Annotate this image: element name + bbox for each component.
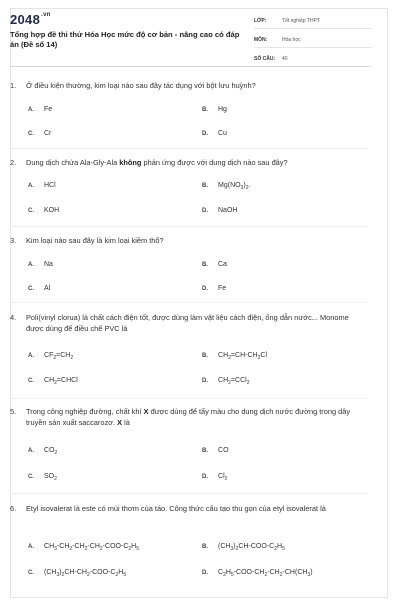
option-d[interactable]: D. $Cl_2$ [202,473,228,482]
option-b[interactable]: B. $(CH_3)_2CH-COO-C_2H_5$ [202,543,285,552]
question-number: 5. [10,407,17,416]
formula: $(CH_3)_2CH-COO-C_2H_5$ [218,543,285,552]
question-text: Kim loại nào sau đây là kim loại kiềm thổ? [26,236,164,245]
question-separator [10,398,368,399]
option-a[interactable]: A. $CF_2=CH_2$ [28,352,74,361]
option-c[interactable]: C. Cr [28,130,52,137]
question-6 [10,503,360,514]
option-a[interactable]: A. $CO_2$ [28,447,58,456]
question-number: 4. [10,313,17,322]
formula: CO [218,447,229,454]
option-d[interactable]: D. $CH_2=CCl_2$ [202,377,250,386]
option-b[interactable]: B. Ca [202,261,227,268]
option-c[interactable]: C. Al [28,285,51,292]
option-c[interactable]: C. $CH_2=CHCl$ [28,377,78,386]
option-a[interactable]: A. Na [28,261,53,268]
question-text: Trong công nghiệp đường, chất khí X được dùng để tẩy màu cho dung dịch nước đường trong dây truyền sản xuất saccarozơ. X là [26,407,351,427]
formula: $CO_2$ [44,447,58,456]
question-number: 6. [10,504,17,513]
question-1 [10,80,360,91]
question-separator [10,493,368,494]
formula: $CH_2=CCl_2$ [218,377,250,386]
option-c[interactable]: C. KOH [28,207,60,214]
question-number: 3. [10,236,17,245]
meta-row-subject: MÔN: Hóa học [254,33,372,48]
option-a[interactable]: A. Fe [28,106,53,113]
formula: $(CH_3)_2CH-CH_2-COO-C_2H_5$ [44,569,127,578]
option-b[interactable]: B. CO [202,447,229,454]
question-5 [10,406,360,428]
option-d[interactable]: D. NaOH [202,207,238,214]
question-2 [10,157,360,168]
question-separator [10,302,368,303]
meta-row-class: LỚP: Tốt nghiệp THPT [254,14,372,29]
formula: $SO_2$ [44,473,57,482]
formula: $C_2H_5-COO-CH_2-CH_2-CH(CH_3)$ [218,569,313,578]
question-separator [10,148,368,149]
question-text: Etyl isovalerat là este có mùi thơm của táo. Công thức cấu tạo thu gọn của etyl isovalerat là [26,504,326,513]
option-a[interactable]: A. $CH_3-CH_2-CH_2-CH_2-COO-C_2H_5$ [28,543,139,552]
question-number: 1. [10,81,17,90]
question-3 [10,235,360,246]
option-d[interactable]: D. Cu [202,130,227,137]
question-text: Dung dịch chứa Ala-Gly-Ala không phản ứng được với dung dịch nào sau đây? [26,158,288,167]
question-text: Poli(vinyl clorua) là chất cách điện tốt, được dùng làm vật liệu cách điện, ống dẫn nước... Monome được dùng để điều chế PVC là [26,313,349,333]
question-separator [10,226,368,227]
exam-header [10,8,370,64]
meta-row-count: SỐ CÂU: 40 [254,52,372,67]
formula: $CH_2=CHCl$ [44,377,78,386]
option-b[interactable]: B. Hg [202,106,227,113]
question-text: Ở điều kiện thường, kim loại nào sau đây tác dụng với bột lưu huỳnh? [26,81,256,90]
formula: $CH_3-CH_2-CH_2-CH_2-COO-C_2H_5$ [44,543,139,552]
question-number: 2. [10,158,17,167]
option-d[interactable]: D. Fe [202,285,227,292]
header-divider [10,66,368,67]
exam-meta [254,14,372,71]
option-a[interactable]: A. HCl [28,182,56,189]
exam-title: Tổng hợp đề thi thử Hóa Học mức độ cơ bản - nâng cao có đáp án (Đề số 14) [10,30,240,49]
formula: $Cl_2$ [218,473,228,482]
option-c[interactable]: C. $SO_2$ [28,473,57,482]
site-logo[interactable]: $2048^{.vn}$ [10,12,51,27]
option-d[interactable]: D. $C_2H_5-COO-CH_2-CH_2-CH(CH_3)$ [202,569,313,578]
option-b[interactable]: B. $CH_2=CH-CH_2Cl$ [202,352,267,361]
formula: $CF_2=CH_2$ [44,352,74,361]
formula: $CH_2=CH-CH_2Cl$ [218,352,267,361]
option-b[interactable]: B. $Mg(NO_3)_2$. [202,182,251,191]
option-c[interactable]: C. $(CH_3)_2CH-CH_2-COO-C_2H_5$ [28,569,127,578]
question-4 [10,312,360,334]
